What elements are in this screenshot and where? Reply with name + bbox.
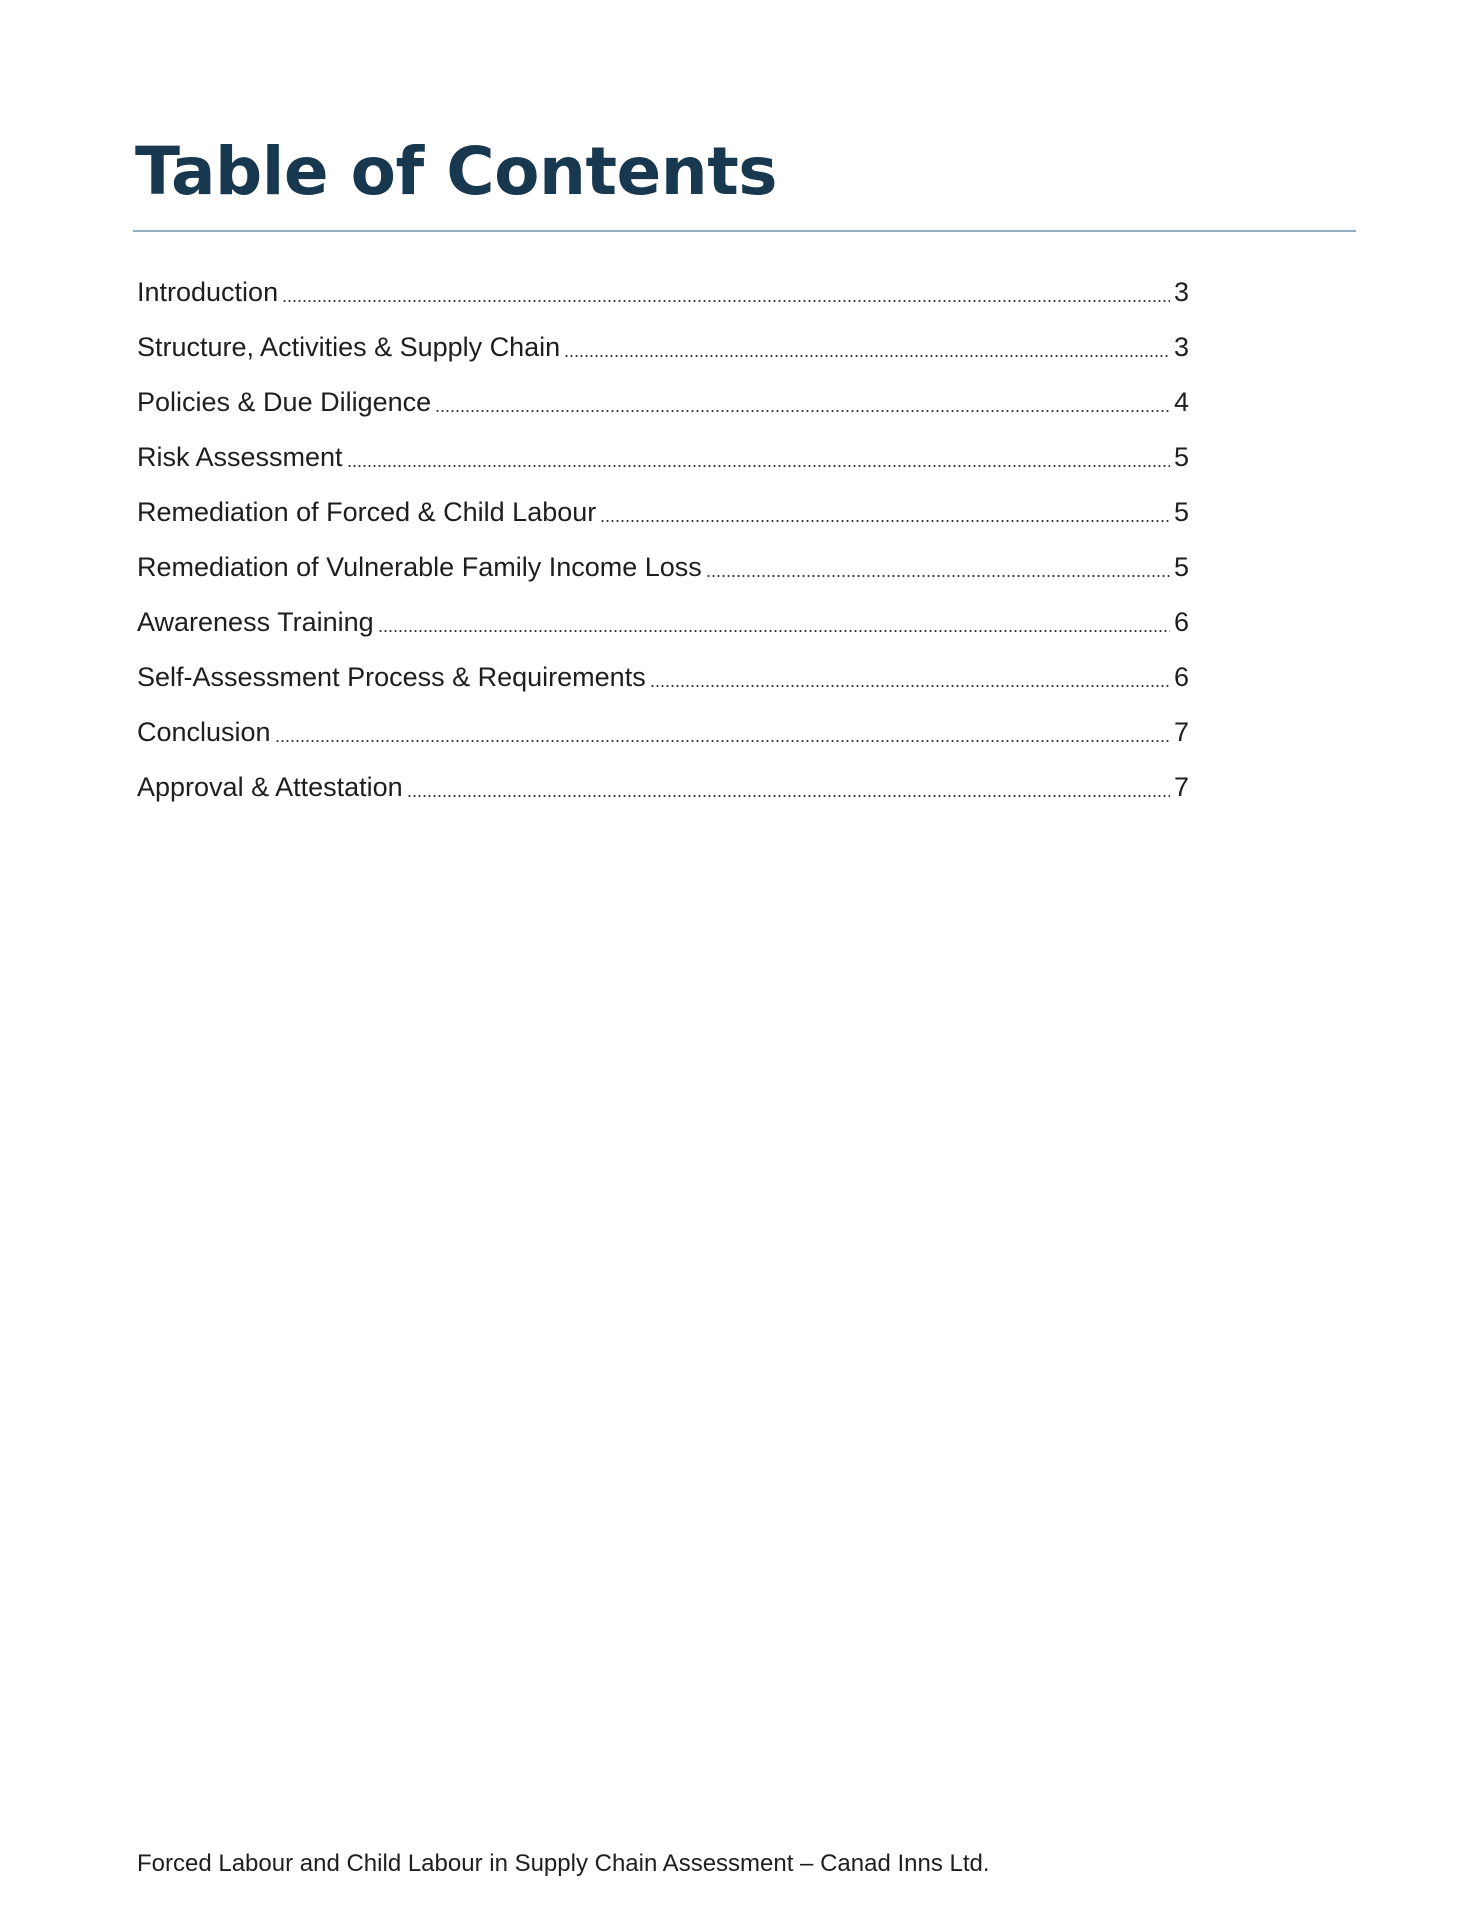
toc-entry-remediation-family-income-loss[interactable] [137, 545, 1189, 600]
toc-entry-label: Remediation of Forced & Child Labour [137, 497, 597, 527]
toc-entry-structure-activities-supply-chain[interactable] [137, 325, 1189, 380]
page-title: Table of Contents [135, 133, 778, 210]
toc-dot-leader [407, 771, 1170, 798]
toc-entry-label: Risk Assessment [137, 442, 343, 472]
toc-dot-leader [706, 551, 1170, 578]
title-divider [133, 230, 1356, 232]
toc-page-number: 7 [1173, 717, 1189, 747]
toc-dot-leader [600, 496, 1170, 523]
toc-entry-label: Approval & Attestation [137, 772, 403, 802]
toc-page-number: 6 [1173, 607, 1189, 637]
toc-page-number: 6 [1173, 662, 1189, 692]
toc-entry-label: Remediation of Vulnerable Family Income Loss [137, 552, 702, 582]
toc-entry-self-assessment[interactable] [137, 655, 1189, 710]
toc-entry-awareness-training[interactable] [137, 600, 1189, 655]
toc-dot-leader [564, 331, 1170, 358]
toc-page-number: 3 [1173, 332, 1189, 362]
toc-entry-remediation-forced-child-labour[interactable] [137, 490, 1189, 545]
toc-dot-leader [378, 606, 1170, 633]
toc-dot-leader [435, 386, 1170, 413]
toc-entry-label: Policies & Due Diligence [137, 387, 432, 417]
toc-dot-leader [282, 276, 1170, 303]
toc-dot-leader [275, 716, 1170, 743]
toc-entry-approval-attestation[interactable] [137, 765, 1189, 820]
toc-entry-label: Self-Assessment Process & Requirements [137, 662, 646, 692]
table-of-contents [137, 270, 1189, 820]
toc-dot-leader [347, 441, 1170, 468]
toc-entry-conclusion[interactable] [137, 710, 1189, 765]
toc-entry-policies-due-diligence[interactable] [137, 380, 1189, 435]
toc-entry-label: Awareness Training [137, 607, 374, 637]
toc-entry-label: Conclusion [137, 717, 271, 747]
toc-entry-label: Structure, Activities & Supply Chain [137, 332, 561, 362]
toc-entry-introduction[interactable] [137, 270, 1189, 325]
toc-entry-risk-assessment[interactable] [137, 435, 1189, 490]
toc-page-number: 5 [1173, 442, 1189, 472]
page-footer: Forced Labour and Child Labour in Supply Chain Assessment – Canad Inns Ltd. [137, 1850, 990, 1877]
toc-page-number: 7 [1173, 772, 1189, 802]
toc-page-number: 5 [1173, 552, 1189, 582]
toc-entry-label: Introduction [137, 277, 279, 307]
toc-dot-leader [650, 661, 1170, 688]
toc-page-number: 4 [1173, 387, 1189, 417]
toc-page-number: 3 [1173, 277, 1189, 307]
toc-page-number: 5 [1173, 497, 1189, 527]
